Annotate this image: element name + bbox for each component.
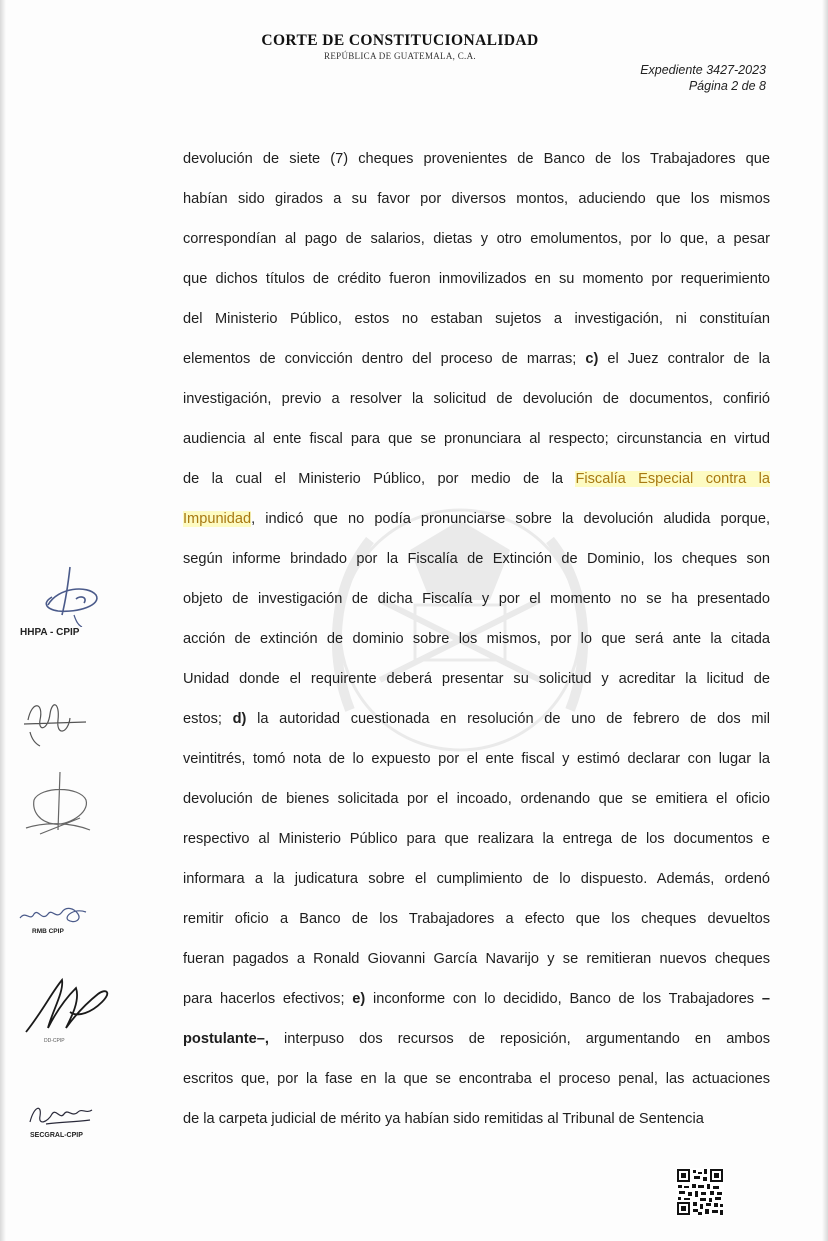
court-subtitle: REPÚBLICA DE GUATEMALA, C.A. <box>324 51 476 61</box>
page-edge-left <box>0 0 6 1241</box>
text-line: respectivo al Ministerio Público para que realizara la entrega de los documentos e <box>183 831 770 847</box>
text-line: elementos de convicción dentro del proceso de marras; c) el Juez contralor de la <box>183 351 770 367</box>
text-line: correspondían al pago de salarios, dietas y otro emolumentos, por lo que, a pesar <box>183 231 770 247</box>
signature-label: DD-CPIP <box>44 1038 65 1044</box>
document-header <box>0 32 800 61</box>
text-line: fueran pagados a Ronald Giovanni García Navarijo y se remitieran nuevos cheques <box>183 951 770 967</box>
page-number: Página 2 de 8 <box>688 79 766 93</box>
case-number: Expediente 3427-2023 <box>640 63 766 77</box>
text-line: informara a la judicatura sobre el cumplimiento de lo dispuesto. Además, ordenó <box>183 871 770 887</box>
text-line: estos; d) la autoridad cuestionada en resolución de uno de febrero de dos mil <box>183 711 770 727</box>
case-reference <box>640 62 766 94</box>
text-line: según informe brindado por la Fiscalía de Extinción de Dominio, los cheques son <box>183 551 770 567</box>
signature-label: RMB CPIP <box>32 928 64 935</box>
highlighted-text: Fiscalía Especial contra la <box>575 471 771 487</box>
signature-scribble-icon <box>26 1100 96 1130</box>
signature-dd <box>22 972 122 1044</box>
list-marker-e: e) <box>352 991 366 1007</box>
signature-2 <box>20 690 90 748</box>
text-line: devolución de bienes solicitada por el incoado, ordenando que se emitiera el oficio <box>183 791 770 807</box>
signature-label: SECGRAL-CPIP <box>30 1132 83 1139</box>
text-line: del Ministerio Público, estos no estaban sujetos a investigación, ni constituían <box>183 311 770 327</box>
text-line: acción de extinción de dominio sobre los mismos, por lo que será ante la citada <box>183 631 770 647</box>
text-line: veintitrés, tomó nota de lo expuesto por el ente fiscal y estimó declarar con lugar la <box>183 751 770 767</box>
document-body <box>183 146 770 1146</box>
list-marker-c: c) <box>585 351 599 367</box>
text-line: investigación, previo a resolver la solicitud de devolución de documentos, confirió <box>183 391 770 407</box>
text-line: escritos que, por la fase en la que se encontraba el proceso penal, las actuaciones <box>183 1071 770 1087</box>
signature-scribble-icon <box>20 690 90 748</box>
qr-code-icon[interactable] <box>676 1168 724 1216</box>
page-edge-right <box>822 0 828 1241</box>
list-marker-d: d) <box>232 711 247 727</box>
signature-hhpa <box>18 565 118 638</box>
court-name: CORTE DE CONSTITUCIONALIDAD <box>261 32 539 49</box>
signature-rmb <box>18 902 98 935</box>
text-line: postulante–, interpuso dos recursos de reposición, argumentando en ambos <box>183 1031 770 1047</box>
text-line: de la carpeta judicial de mérito ya habían sido remitidas al Tribunal de Sentencia <box>183 1111 704 1127</box>
text-line: para hacerlos efectivos; e) inconforme con lo decidido, Banco de los Trabajadores – <box>183 991 770 1007</box>
text-line: audiencia al ente fiscal para que se pronunciara al respecto; circunstancia en virtud <box>183 431 770 447</box>
signature-3 <box>20 770 100 838</box>
text-line: remitir oficio a Banco de los Trabajadores a efecto que los cheques devueltos <box>183 911 770 927</box>
text-line: de la cual el Ministerio Público, por medio de la Fiscalía Especial contra la <box>183 471 771 487</box>
text-line: devolución de siete (7) cheques provenientes de Banco de los Trabajadores que <box>183 151 770 167</box>
signature-scribble-icon <box>18 565 108 627</box>
text-line: Unidad donde el requirente deberá presentar su solicitud y acreditar la licitud de <box>183 671 770 687</box>
signature-scribble-icon <box>18 902 92 928</box>
text-line: objeto de investigación de dicha Fiscalía y por el momento no se ha presentado <box>183 591 770 607</box>
signature-secgral <box>26 1100 106 1139</box>
text-line: que dichos títulos de crédito fueron inmovilizados en su momento por requerimiento <box>183 271 770 287</box>
signature-label: HHPA - CPIP <box>20 627 80 638</box>
text-line: habían sido girados a su favor por diversos montos, aduciendo que los mismos <box>183 191 770 207</box>
text-line: Impunidad, indicó que no podía pronunciarse sobre la devolución aludida porque, <box>183 511 770 527</box>
highlighted-text: Impunidad <box>183 511 252 527</box>
signature-scribble-icon <box>22 972 114 1038</box>
signature-scribble-icon <box>20 770 100 838</box>
